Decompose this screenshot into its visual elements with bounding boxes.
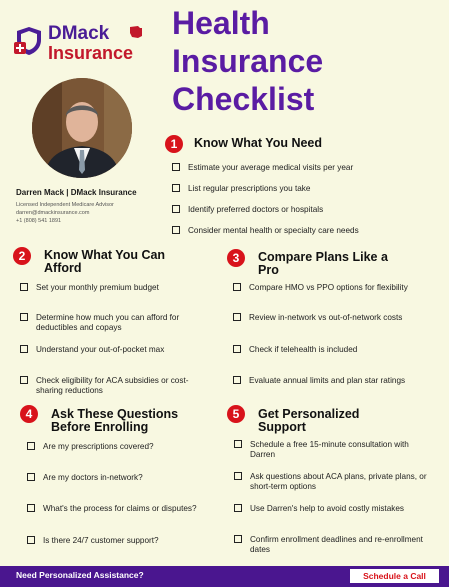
section-1-title: Know What You Need: [194, 136, 323, 150]
checkbox[interactable]: [233, 313, 241, 321]
title-line2: Insurance: [172, 43, 324, 79]
checklist-item[interactable]: [234, 440, 429, 459]
checkbox[interactable]: [172, 184, 180, 192]
checklist-item[interactable]: [172, 226, 442, 236]
checklist-item[interactable]: [172, 205, 442, 215]
item-label: Consider mental health or specialty care needs: [188, 226, 359, 235]
checklist-item[interactable]: [20, 376, 215, 395]
title-line1: Health: [172, 5, 270, 41]
item-label: Use Darren's help to avoid costly mistakes: [250, 504, 405, 513]
checkbox[interactable]: [172, 205, 180, 213]
item-label: Confirm enrollment deadlines and re-enrollment dates: [250, 535, 423, 554]
page-title: [172, 4, 442, 118]
checkbox[interactable]: [234, 472, 242, 480]
checkbox[interactable]: [233, 283, 241, 291]
section-3-title-line1: Compare Plans Like a: [258, 250, 388, 264]
section-3-number: 3: [227, 249, 245, 267]
advisor-email[interactable]: darren@dmackinsurance.com: [16, 210, 90, 216]
section-3-title-line2: Pro: [258, 263, 279, 277]
item-label: Is there 24/7 customer support?: [43, 536, 159, 545]
checklist-item[interactable]: [233, 313, 433, 323]
checklist-item[interactable]: [172, 163, 442, 173]
section-1-number: 1: [165, 135, 183, 153]
item-label: Estimate your average medical visits per year: [188, 163, 354, 172]
section-5-number: 5: [227, 405, 245, 423]
checkbox[interactable]: [233, 345, 241, 353]
item-label: What's the process for claims or disputes?: [43, 504, 197, 513]
footer-text: Need Personalized Assistance?: [16, 570, 144, 580]
checklist-item[interactable]: [20, 345, 215, 355]
checkbox[interactable]: [172, 226, 180, 234]
checklist-item[interactable]: [20, 283, 215, 293]
item-label: Check eligibility for ACA subsidies or cost-sharing reductions: [36, 376, 189, 395]
section-4-number: 4: [20, 405, 38, 423]
item-label: Check if telehealth is included: [249, 345, 358, 354]
item-label: Determine how much you can afford for deductibles and copays: [36, 313, 180, 332]
checkbox[interactable]: [20, 313, 28, 321]
footer-bar: [0, 566, 449, 587]
section-2-title: [44, 249, 165, 275]
item-label: Are my doctors in-network?: [43, 473, 143, 482]
checkbox[interactable]: [27, 473, 35, 481]
checkbox[interactable]: [27, 536, 35, 544]
state-map-icon: [128, 24, 144, 40]
checklist-item[interactable]: [27, 504, 212, 514]
shield-plus-icon: [14, 26, 44, 56]
checklist-item[interactable]: [233, 345, 433, 355]
checkbox[interactable]: [233, 376, 241, 384]
checkbox[interactable]: [20, 345, 28, 353]
checklist-item[interactable]: [27, 442, 212, 452]
item-label: List regular prescriptions you take: [188, 184, 311, 193]
item-label: Are my prescriptions covered?: [43, 442, 154, 451]
section-4-title-line2: Before Enrolling: [51, 420, 149, 434]
checkbox[interactable]: [20, 283, 28, 291]
checklist-item[interactable]: [234, 472, 429, 491]
item-label: Understand your out-of-pocket max: [36, 345, 165, 354]
section-5-title-line1: Get Personalized: [258, 407, 360, 421]
checkbox[interactable]: [234, 504, 242, 512]
advisor-name: Darren Mack | DMack Insurance: [16, 188, 137, 197]
checkbox[interactable]: [27, 442, 35, 450]
checkbox[interactable]: [20, 376, 28, 384]
checkbox[interactable]: [27, 504, 35, 512]
item-label: Ask questions about ACA plans, private plans, or short-term options: [250, 472, 427, 491]
checklist-item[interactable]: [27, 473, 212, 483]
section-3-title: [258, 251, 388, 277]
section-2-number: 2: [13, 247, 31, 265]
checklist-item[interactable]: [27, 536, 212, 546]
item-label: Compare HMO vs PPO options for flexibility: [249, 283, 408, 292]
item-label: Evaluate annual limits and plan star ratings: [249, 376, 406, 385]
checklist-item[interactable]: [172, 184, 442, 194]
checklist-item[interactable]: [233, 283, 433, 293]
checkbox[interactable]: [172, 163, 180, 171]
logo-name-line1: DMack: [48, 23, 110, 44]
advisor-phone[interactable]: +1 (808) 541 1891: [16, 218, 62, 224]
item-label: Identify preferred doctors or hospitals: [188, 205, 324, 214]
advisor-role: Licensed Independent Medicare Advisor: [16, 202, 114, 208]
checklist-item[interactable]: [234, 504, 429, 514]
item-label: Review in-network vs out-of-network costs: [249, 313, 403, 322]
brand-logo: [14, 24, 149, 62]
section-4-title: [51, 408, 178, 434]
checklist-item[interactable]: [20, 313, 215, 332]
item-label: Set your monthly premium budget: [36, 283, 159, 292]
checkbox[interactable]: [234, 535, 242, 543]
advisor-photo: [32, 78, 132, 178]
schedule-call-button[interactable]: Schedule a Call: [350, 569, 439, 583]
checkbox[interactable]: [234, 440, 242, 448]
advisor-portrait-image: [32, 78, 132, 178]
item-label: Schedule a free 15-minute consultation with Darren: [250, 440, 409, 459]
title-line3: Checklist: [172, 81, 315, 117]
checklist-item[interactable]: [234, 535, 429, 554]
checklist-item[interactable]: [233, 376, 433, 386]
section-5-title: [258, 408, 359, 434]
section-2-title-line1: Know What You Can: [44, 248, 166, 262]
logo-name-line2: Insurance: [48, 43, 134, 63]
section-5-title-line2: Support: [258, 420, 306, 434]
section-2-title-line2: Afford: [44, 261, 82, 275]
section-4-title-line1: Ask These Questions: [51, 407, 179, 421]
